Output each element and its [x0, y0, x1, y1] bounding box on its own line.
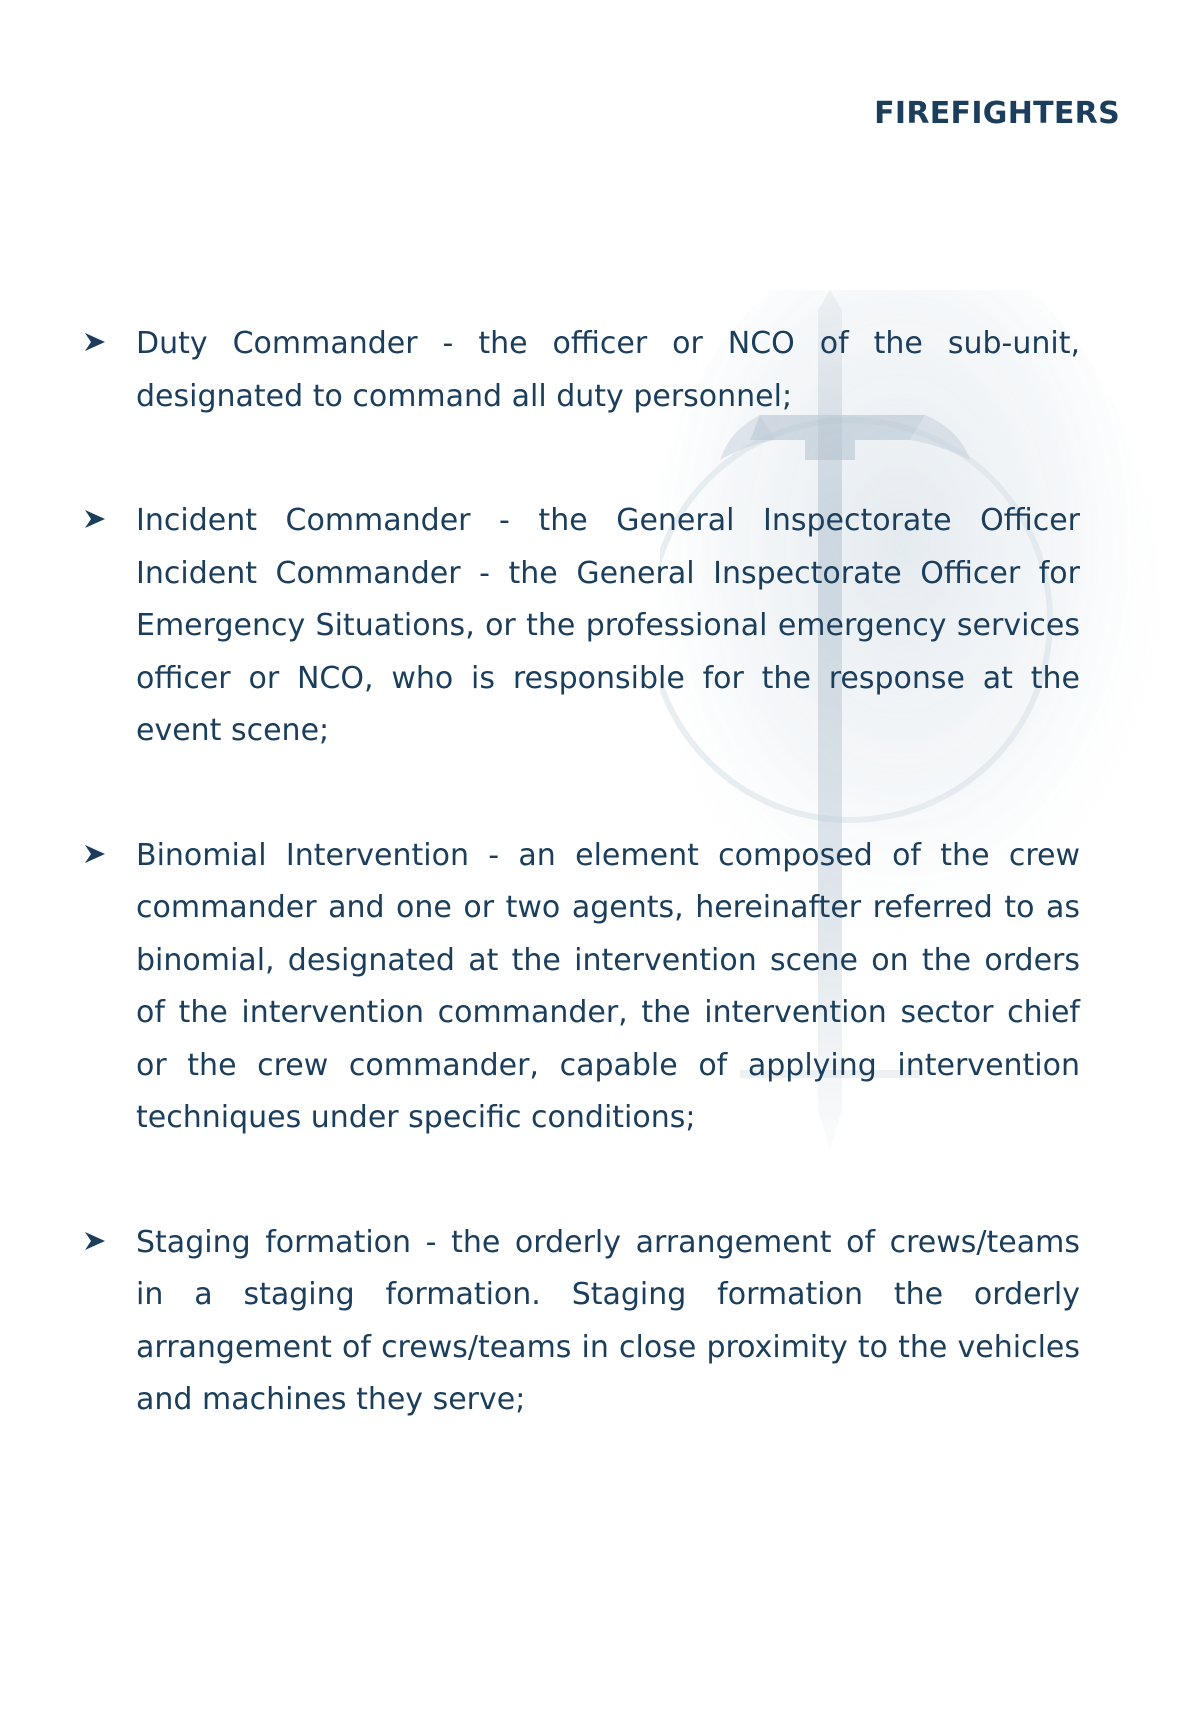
arrow-bullet-icon	[84, 509, 106, 529]
page-title: FIREFIGHTERS	[874, 96, 1120, 131]
definition-item	[84, 318, 1080, 423]
definition-text: Staging formation - the orderly arrangement of crews/teams in a staging formation. Staging formation the orderly arrangement of crews/teams in close proximity to the vehicles and machines they serve;	[136, 1224, 1080, 1417]
definition-list	[84, 318, 1080, 1499]
arrow-bullet-icon	[84, 844, 106, 864]
arrow-bullet-icon	[84, 332, 106, 352]
arrow-bullet-icon	[84, 1231, 106, 1251]
definition-text: Incident Commander - the General Inspectorate Officer Incident Commander - the General Inspectorate Officer for Emergency Situations, or the professional emergency services officer or NCO, who is responsible for the response at the event scene;	[136, 503, 1080, 748]
definition-item	[84, 1217, 1080, 1427]
definition-text: Binomial Intervention - an element composed of the crew commander and one or two agents, hereinafter referred to as binomial, designated at the intervention scene on the orders of the intervention commander, the intervention sector chief or the crew commander, capable of applying intervention techniques under specific conditions;	[136, 837, 1080, 1135]
definition-text: Duty Commander - the officer or NCO of the sub-unit, designated to command all duty personnel;	[136, 326, 1080, 414]
definition-item	[84, 495, 1080, 758]
definition-item	[84, 830, 1080, 1145]
